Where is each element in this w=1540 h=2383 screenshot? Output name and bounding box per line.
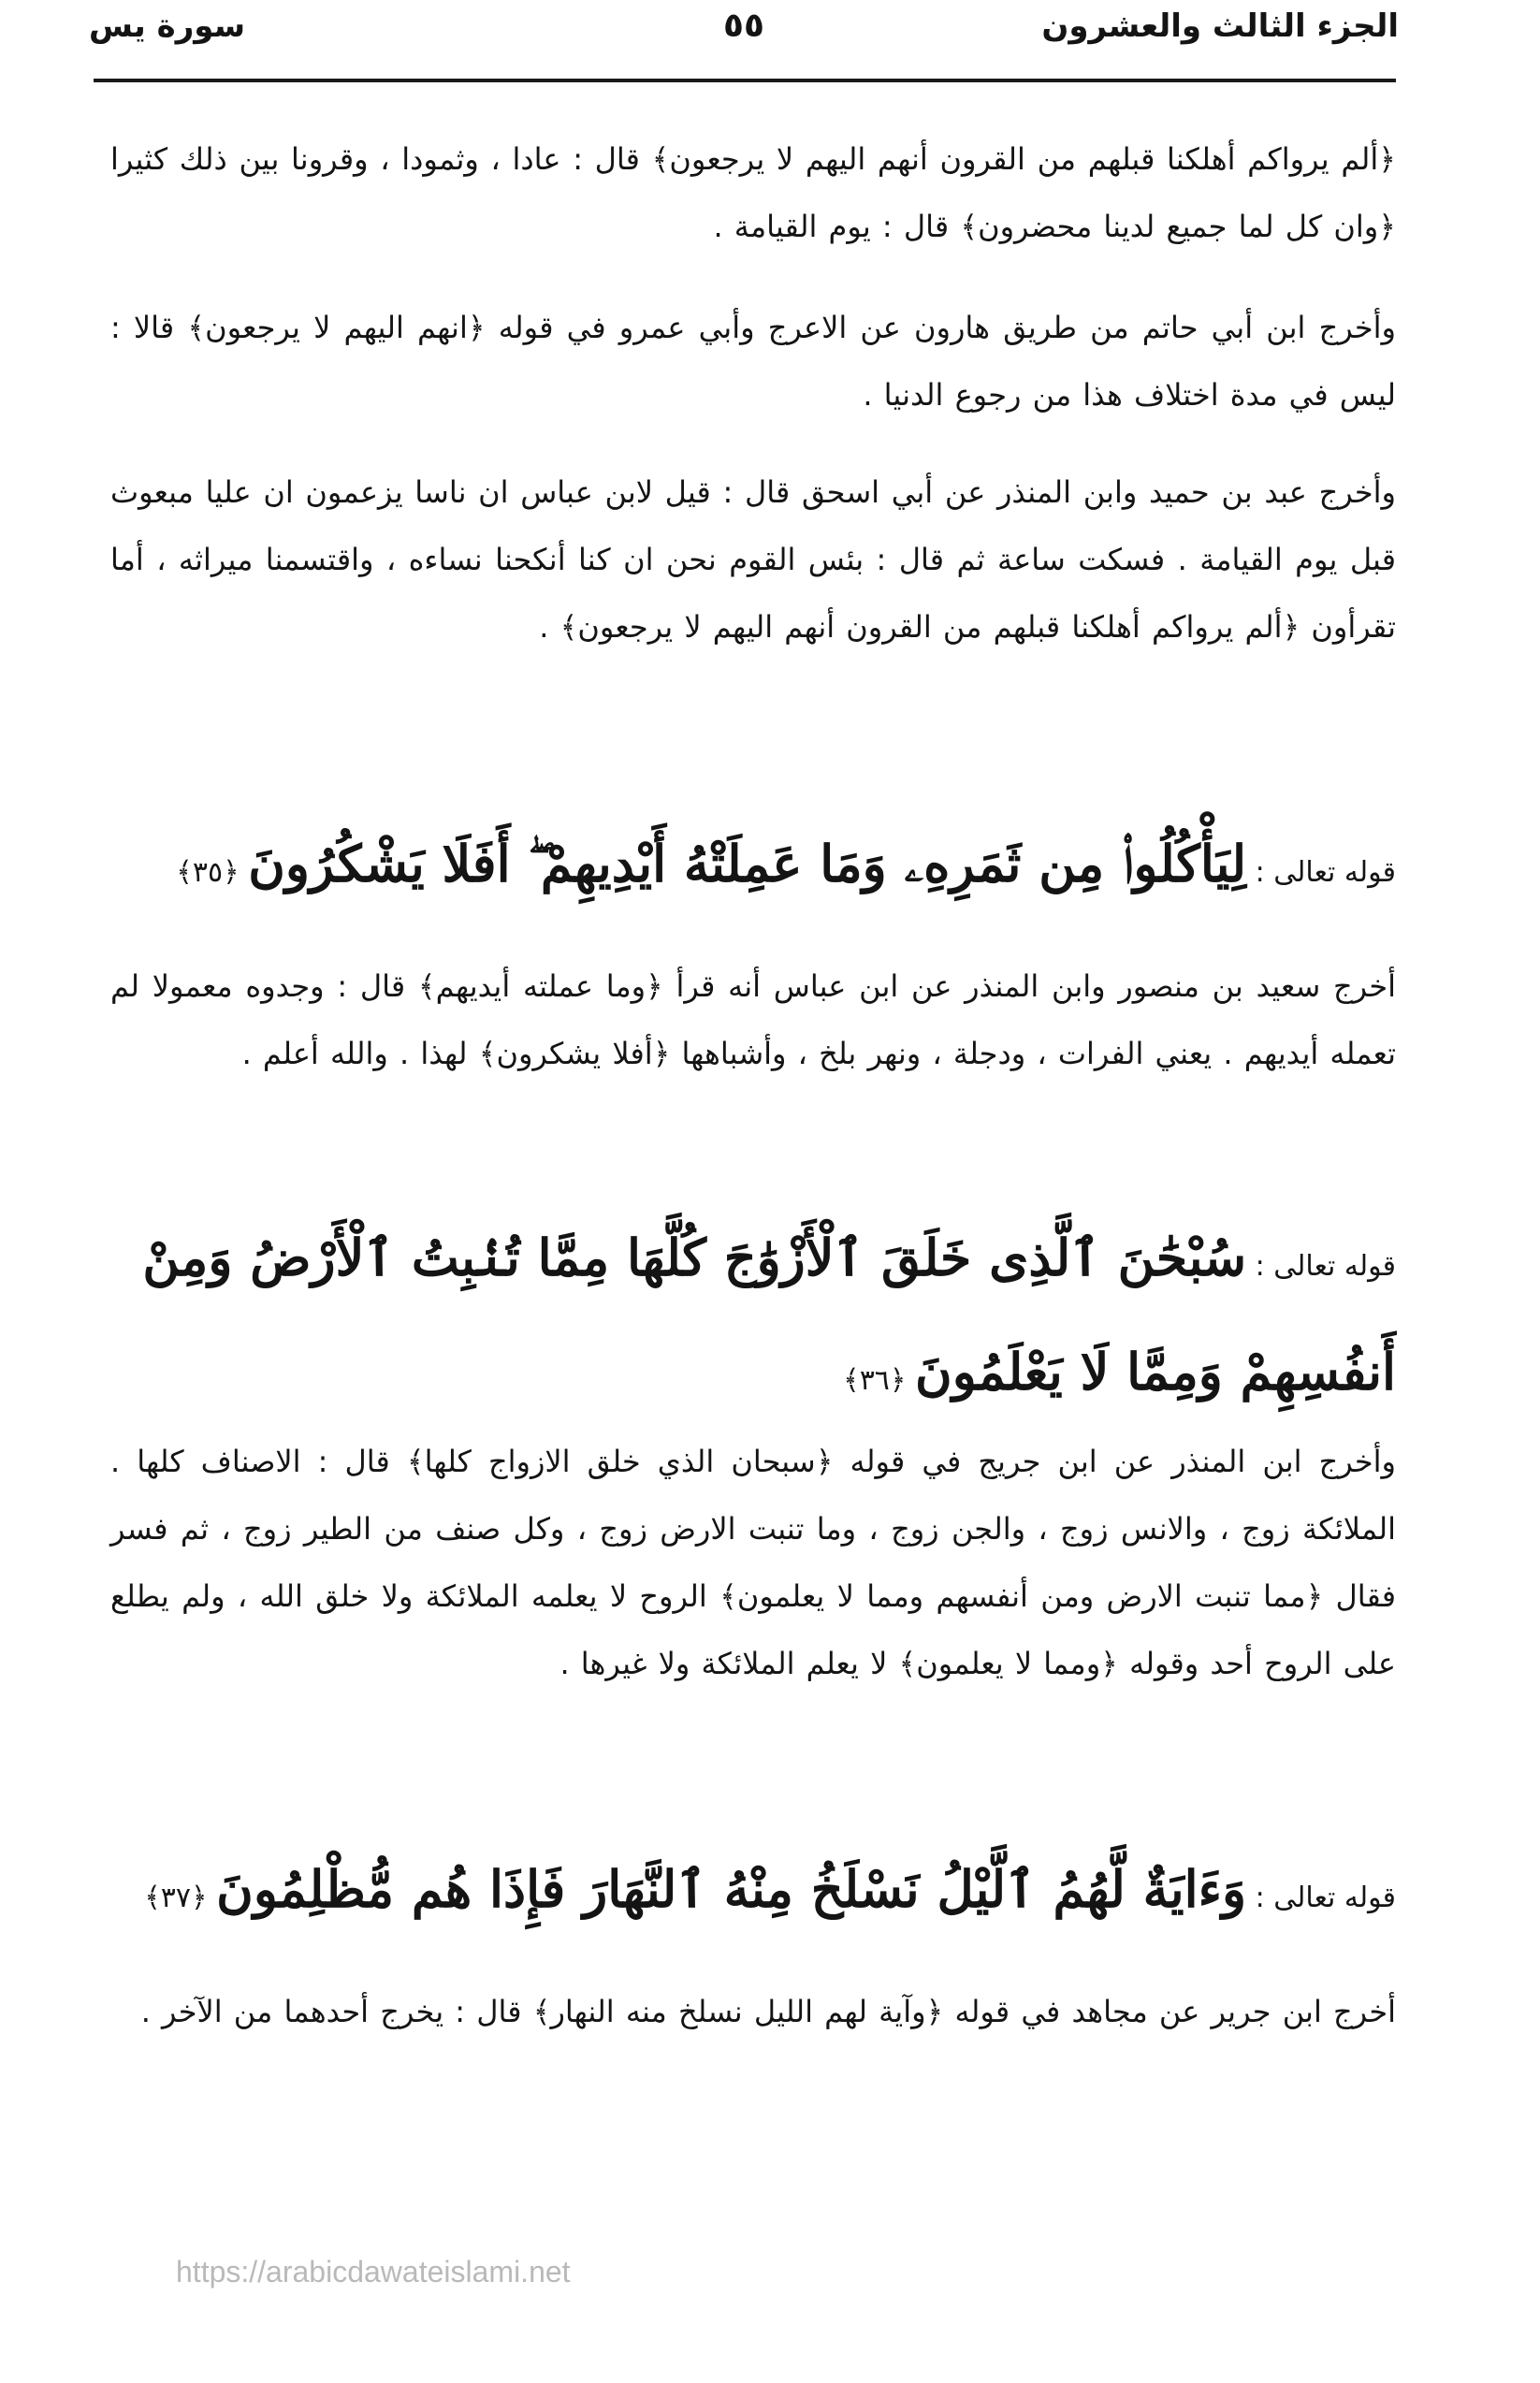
verse-heading-37 [110, 1838, 1396, 1950]
verse-text: سُبْحَٰنَ ٱلَّذِى خَلَقَ ٱلْأَزْوَٰجَ كُلَّهَا مِمَّا تُنۢبِتُ ٱلْأَرْضُ وَمِنْ أَنفُسِهِمْ وَمِمَّا لَا يَعْلَمُونَ [142, 1228, 1396, 1402]
verse-heading-36 [110, 1205, 1396, 1433]
verse-intro-label: قوله تعالى : [1255, 1250, 1396, 1283]
ayah-number: ﴿٣٦﴾ [843, 1364, 907, 1397]
verse-text: لِيَأْكُلُوا۟ مِن ثَمَرِهِۦ وَمَا عَمِلَتْهُ أَيْدِيهِمْ ۖ أَفَلَا يَشْكُرُونَ [248, 834, 1247, 894]
watermark-url: https://arabicdawateislami.net [176, 2255, 571, 2289]
page-number: ٥٥ [723, 7, 764, 45]
ayah-number: ﴿٣٧﴾ [144, 1882, 208, 1914]
running-header [89, 0, 1399, 65]
ayah-number: ﴿٣٥﴾ [176, 856, 240, 889]
paragraph-4: أخرج سعيد بن منصور وابن المنذر عن ابن عباس أنه قرأ ﴿وما عملته أيديهم﴾ قال : وجدوه معمولا لم تعمله أيديهم . يعني الفرات ، ودجلة ، ونهر بلخ ، وأشباهها ﴿أفلا يشكرون﴾ لهذا . والله أعلم . [110, 968, 1396, 1071]
paragraph-5: وأخرج ابن المنذر عن ابن جريج في قوله ﴿سبحان الذي خلق الازواج كلها﴾ قال : الاصناف كلها . الملائكة زوج ، والانس زوج ، والجن زوج ، وما تنبت الارض زوج ، وكل صنف من الطير زوج ، ثم فسر فقال ﴿مما تنبت الارض ومن أنفسهم ومما لا يعلمون﴾ الروح لا يعلمه الملائكة ولا خلق الله ، ولم يطلع على الروح أحد وقوله ﴿ومما لا يعلمون﴾ لا يعلم الملائكة ولا غيرها . [110, 1444, 1396, 1681]
header-rule [94, 79, 1396, 82]
paragraph-2: وأخرج ابن أبي حاتم من طريق هارون عن الاعرج وأبي عمرو في قوله ﴿انهم اليهم لا يرجعون﴾ قالا : ليس في مدة اختلاف هذا من رجوع الدنيا . [110, 310, 1396, 413]
verse-intro-label: قوله تعالى : [1255, 856, 1396, 889]
paragraph-1: ﴿ألم يرواكم أهلكنا قبلهم من القرون أنهم اليهم لا يرجعون﴾ قال : عادا ، وثمودا ، وقرونا بين ذلك كثيرا ﴿وان كل لما جميع لدينا محضرون﴾ قال : يوم القيامة . [110, 141, 1396, 244]
paragraph-3: وأخرج عبد بن حميد وابن المنذر عن أبي اسحق قال : قيل لابن عباس ان ناسا يزعمون ان عليا مبعوث قبل يوم القيامة . فسكت ساعة ثم قال : بئس القوم نحن ان كنا أنكحنا نساءه ، واقتسمنا ميراثه ، أما تقرأون ﴿ألم يرواكم أهلكنا قبلهم من القرون أنهم اليهم لا يرجعون﴾ . [110, 474, 1396, 645]
verse-intro-label: قوله تعالى : [1255, 1882, 1396, 1914]
paragraph-6: أخرج ابن جرير عن مجاهد في قوله ﴿وآية لهم الليل نسلخ منه النهار﴾ قال : يخرج أحدهما من الآخر . [140, 1994, 1396, 2029]
juz-label: الجزء الثالث والعشرون [1041, 7, 1399, 45]
verse-heading-35 [110, 812, 1396, 924]
verse-text: وَءَايَةٌ لَّهُمُ ٱلَّيْلُ نَسْلَخُ مِنْهُ ٱلنَّهَارَ فَإِذَا هُم مُّظْلِمُونَ [216, 1859, 1247, 1919]
surah-name: سورة يس [89, 7, 246, 45]
